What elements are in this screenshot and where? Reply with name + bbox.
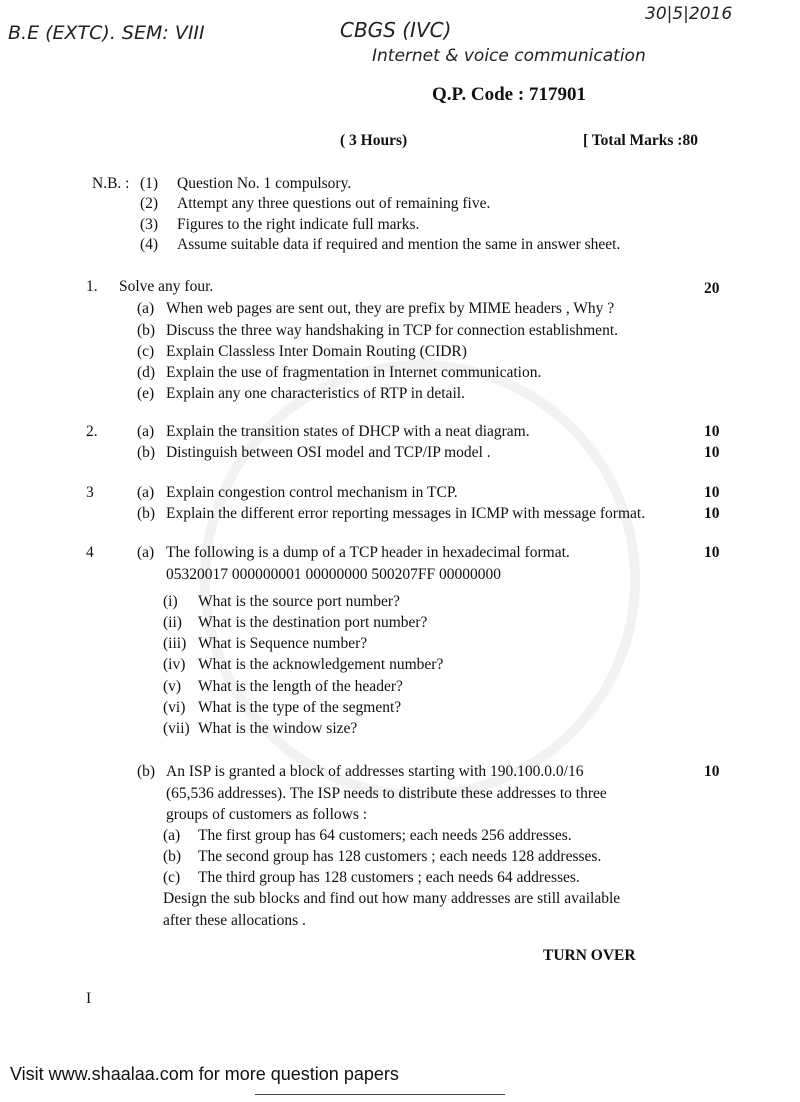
part-label: (a) — [137, 423, 155, 440]
total-marks: [ Total Marks :80 — [583, 132, 698, 149]
handwritten-scheme: CBGS (IVC) — [340, 18, 452, 42]
sub-label: (iv) — [163, 656, 186, 673]
question-marks: 20 — [704, 280, 720, 297]
handwritten-date: 30|5|2016 — [645, 4, 733, 24]
part-text: Explain the transition states of DHCP with a neat diagram. — [166, 423, 530, 440]
part-text: Design the sub blocks and find out how many addresses are still available — [163, 890, 621, 907]
sub-text: What is the destination port number? — [198, 614, 428, 631]
sub-text: What is Sequence number? — [198, 635, 368, 652]
sub-text: The third group has 128 customers ; each needs 64 addresses. — [198, 869, 580, 886]
part-text: (65,536 addresses). The ISP needs to distribute these addresses to three — [166, 785, 607, 802]
part-text: after these allocations . — [163, 912, 306, 929]
part-text: groups of customers as follows : — [166, 806, 368, 823]
part-label: (b) — [137, 763, 156, 780]
note-num: (2) — [140, 195, 159, 212]
note-text: Attempt any three questions out of remaining five. — [177, 195, 491, 212]
question-marks: 10 — [704, 763, 720, 780]
sub-label: (a) — [163, 827, 181, 844]
part-label: (b) — [137, 444, 156, 461]
part-text: Explain the different error reporting messages in ICMP with message format. — [166, 505, 646, 522]
sub-text: What is the length of the header? — [198, 678, 403, 695]
part-label: (b) — [137, 322, 156, 339]
page-mark: I — [86, 990, 92, 1007]
sub-label: (vi) — [163, 699, 186, 716]
duration: ( 3 Hours) — [340, 132, 408, 149]
footer-divider — [255, 1094, 505, 1095]
note-num: (1) — [140, 175, 159, 192]
note-text: Question No. 1 compulsory. — [177, 175, 352, 192]
note-text: Assume suitable data if required and mention the same in answer sheet. — [177, 236, 621, 253]
question-marks: 10 — [704, 484, 720, 501]
sub-text: What is the type of the segment? — [198, 699, 402, 716]
note-num: (4) — [140, 236, 159, 253]
question-number: 4 — [86, 544, 94, 561]
part-text: Discuss the three way handshaking in TCP for connection establishment. — [166, 322, 618, 339]
turn-over: TURN OVER — [543, 947, 636, 964]
part-text: Distinguish between OSI model and TCP/IP model . — [166, 444, 491, 461]
sub-text: What is the source port number? — [198, 593, 400, 610]
question-title: Solve any four. — [119, 278, 214, 295]
part-text: An ISP is granted a block of addresses starting with 190.100.0.0/16 — [166, 763, 584, 780]
handwritten-course: B.E (EXTC). SEM: VIII — [8, 22, 205, 44]
question-number: 1. — [86, 278, 98, 295]
part-label: (a) — [137, 544, 155, 561]
handwritten-subject: Internet & voice communication — [372, 46, 646, 66]
part-text: Explain congestion control mechanism in TCP. — [166, 484, 458, 501]
hex-dump: 05320017 000000001 00000000 500207FF 00000000 — [166, 566, 501, 583]
part-label: (a) — [137, 300, 155, 317]
question-number: 2. — [86, 423, 98, 440]
sub-label: (vii) — [163, 720, 190, 737]
part-label: (a) — [137, 484, 155, 501]
footer-link[interactable]: Visit www.shaalaa.com for more question papers — [10, 1064, 399, 1084]
question-marks: 10 — [704, 444, 720, 461]
part-label: (e) — [137, 385, 155, 402]
sub-label: (i) — [163, 593, 178, 610]
question-marks: 10 — [704, 423, 720, 440]
part-text: Explain Classless Inter Domain Routing (CIDR) — [166, 343, 467, 360]
sub-text: What is the window size? — [198, 720, 358, 737]
question-number: 3 — [86, 484, 94, 501]
note-num: (3) — [140, 216, 159, 233]
part-label: (d) — [137, 364, 156, 381]
part-text: When web pages are sent out, they are prefix by MIME headers , Why ? — [166, 300, 615, 317]
part-label: (c) — [137, 343, 155, 360]
qp-code: Q.P. Code : 717901 — [432, 84, 586, 105]
part-text: The following is a dump of a TCP header in hexadecimal format. — [166, 544, 570, 561]
sub-label: (c) — [163, 869, 181, 886]
sub-label: (v) — [163, 678, 182, 695]
part-text: Explain any one characteristics of RTP in detail. — [166, 385, 465, 402]
sub-text: What is the acknowledgement number? — [198, 656, 444, 673]
sub-text: The first group has 64 customers; each needs 256 addresses. — [198, 827, 572, 844]
sub-label: (b) — [163, 848, 182, 865]
question-marks: 10 — [704, 505, 720, 522]
question-marks: 10 — [704, 544, 720, 561]
note-text: Figures to the right indicate full marks. — [177, 216, 420, 233]
part-text: Explain the use of fragmentation in Internet communication. — [166, 364, 542, 381]
sub-label: (iii) — [163, 635, 187, 652]
notes-label: N.B. : — [92, 175, 130, 192]
sub-label: (ii) — [163, 614, 182, 631]
sub-text: The second group has 128 customers ; each needs 128 addresses. — [198, 848, 602, 865]
part-label: (b) — [137, 505, 156, 522]
